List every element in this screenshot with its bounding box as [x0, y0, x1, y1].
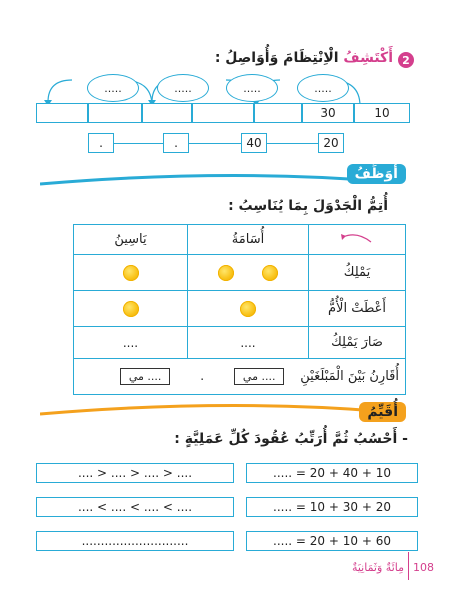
- employ-instruction: أُتِمُّ الْجَدْوَلَ بِمَا يُنَاسِبُ :: [228, 198, 388, 214]
- lower-box[interactable]: .: [163, 133, 189, 153]
- operation-expression[interactable]: ..... = 20 + 40 + 10: [246, 463, 418, 483]
- pattern-cell[interactable]: [142, 103, 192, 123]
- footer-divider: [408, 552, 409, 580]
- osama-coins: [188, 255, 309, 291]
- lower-box[interactable]: 20: [318, 133, 344, 153]
- coins-table: [73, 224, 406, 395]
- header-osama: أُسَامَةُ: [188, 225, 309, 255]
- lower-box[interactable]: .: [88, 133, 114, 153]
- section-tag-employ: أُوَظِّفُ: [347, 164, 406, 184]
- page-number: 108: [413, 561, 434, 574]
- header-yassine: يَاسِينُ: [74, 225, 188, 255]
- row-label: يَمْلِكُ: [309, 255, 406, 291]
- exercise-title-highlight: أَكْتَشِفُ: [343, 50, 393, 66]
- coin-icon: [262, 265, 278, 281]
- osama-coins: [188, 291, 309, 327]
- pattern-cell[interactable]: 10: [354, 103, 410, 123]
- coin-icon: [123, 265, 139, 281]
- operation-expression[interactable]: ..... = 10 + 30 + 20: [246, 497, 418, 517]
- pattern-oval[interactable]: .....: [297, 74, 349, 102]
- lower-box[interactable]: 40: [241, 133, 267, 153]
- compare-row: [74, 359, 406, 395]
- yassine-coins: [74, 255, 188, 291]
- exercise-title-rest: الْاِنْتِظَامَ وَأُوَاصِلُ :: [214, 50, 339, 66]
- pattern-cell[interactable]: [192, 103, 254, 123]
- exercise-title: [215, 50, 393, 66]
- pattern-cells: [36, 103, 410, 123]
- compare-sign[interactable]: .: [200, 369, 205, 383]
- compare-box-osama[interactable]: .... مي: [234, 368, 285, 385]
- arc-arrow-3b: [48, 80, 72, 102]
- compare-box-yassine[interactable]: .... مي: [120, 368, 171, 385]
- operation-expression[interactable]: ..... = 20 + 10 + 60: [246, 531, 418, 551]
- compare-label: أُقَارِنُ بَيْنَ الْمَبْلَغَيْنِ: [300, 369, 399, 384]
- exercise-number-badge: 2: [398, 52, 414, 68]
- pattern-oval[interactable]: .....: [87, 74, 139, 102]
- connector-line: [108, 143, 338, 144]
- pattern-cell[interactable]: [88, 103, 142, 123]
- row-label: أَعْطَتْ الْأُمُّ: [309, 291, 406, 327]
- pattern-cell[interactable]: 30: [302, 103, 354, 123]
- operation-order[interactable]: ............................: [36, 531, 234, 551]
- table-corner: [309, 225, 406, 255]
- pattern-oval[interactable]: .....: [226, 74, 278, 102]
- arrow-icon: [337, 231, 377, 245]
- operation-order[interactable]: .... > .... > .... > ....: [36, 463, 234, 483]
- page-word: مِائَةٌ وَثَمَانِيَةٌ: [351, 561, 404, 574]
- section-tag-evaluate: أُقَيِّمُ: [359, 402, 406, 422]
- row-label: صَارَ يَمْلِكُ: [309, 327, 406, 359]
- yassine-total[interactable]: ....: [74, 327, 188, 359]
- coin-icon: [240, 301, 256, 317]
- pattern-cell[interactable]: [254, 103, 302, 123]
- yassine-coins: [74, 291, 188, 327]
- operation-order[interactable]: .... < .... < .... < ....: [36, 497, 234, 517]
- coin-icon: [123, 301, 139, 317]
- evaluate-instruction: - أَحْسُبُ ثُمَّ أُرَتِّبُ عُقُودَ كُلِّ عَمَلِيَّةٍ :: [174, 431, 408, 447]
- pattern-oval[interactable]: .....: [157, 74, 209, 102]
- osama-total[interactable]: ....: [188, 327, 309, 359]
- pattern-cell[interactable]: [36, 103, 88, 123]
- coin-icon: [218, 265, 234, 281]
